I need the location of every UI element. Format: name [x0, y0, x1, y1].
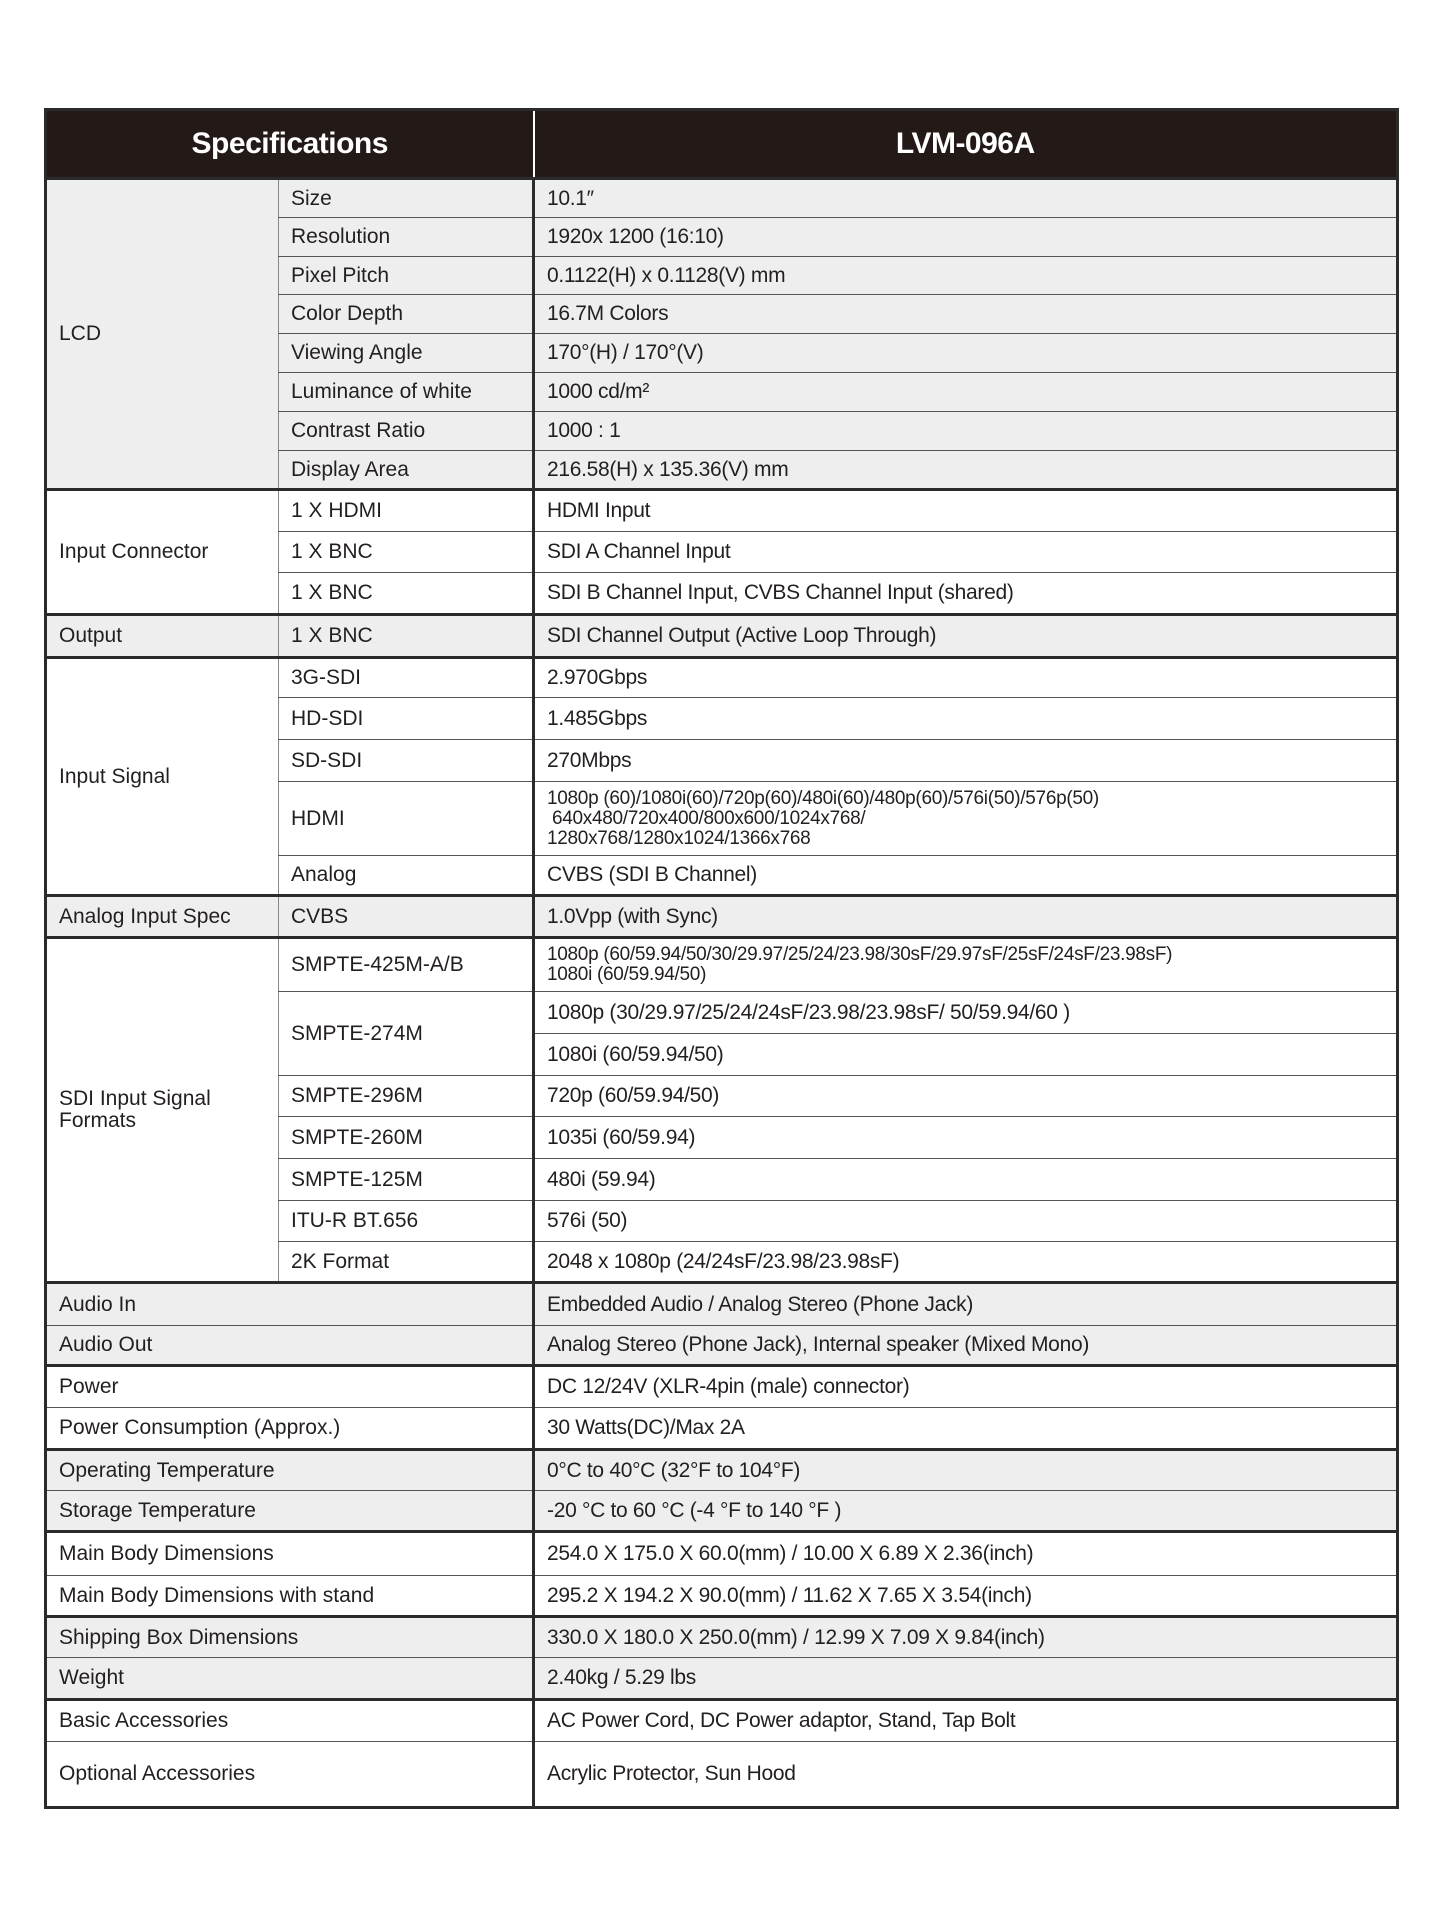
table-row	[46, 1366, 1398, 1408]
category-label: Analog Input Spec	[46, 896, 279, 938]
spec-label: SMPTE-274M	[279, 992, 534, 1076]
table-header-row	[46, 110, 1398, 179]
spec-value: 1.0Vpp (with Sync)	[534, 896, 1398, 938]
spec-value: 480i (59.94)	[534, 1159, 1398, 1201]
table-row	[46, 490, 1398, 532]
spec-value: 170°(H) / 170°(V)	[534, 334, 1398, 373]
section-input-connector	[46, 490, 1398, 615]
spec-value: 2.970Gbps	[534, 658, 1398, 698]
table-row	[46, 1617, 1398, 1658]
spec-value: SDI B Channel Input, CVBS Channel Input (shared)	[534, 573, 1398, 615]
spec-value: 30 Watts(DC)/Max 2A	[534, 1408, 1398, 1450]
section-analog-input-spec	[46, 896, 1398, 938]
table-row	[46, 1532, 1398, 1576]
spec-label: Main Body Dimensions with stand	[46, 1576, 534, 1617]
spec-label: 3G-SDI	[279, 658, 534, 698]
spec-label: SMPTE-125M	[279, 1159, 534, 1201]
header-model: LVM-096A	[534, 110, 1398, 179]
spec-label: Storage Temperature	[46, 1491, 534, 1532]
spec-label: 1 X BNC	[279, 573, 534, 615]
spec-label: SMPTE-296M	[279, 1076, 534, 1117]
spec-label: Size	[279, 179, 534, 218]
spec-label: CVBS	[279, 896, 534, 938]
spec-value: 16.7M Colors	[534, 295, 1398, 334]
category-line: Formats	[59, 1109, 137, 1132]
table-row	[46, 1283, 1398, 1326]
spec-label: Optional Accessories	[46, 1742, 534, 1808]
spec-label: Resolution	[279, 218, 534, 257]
spec-value: 330.0 X 180.0 X 250.0(mm) / 12.99 X 7.09 X 9.84(inch)	[534, 1617, 1398, 1658]
spec-value: Analog Stereo (Phone Jack), Internal speaker (Mixed Mono)	[534, 1326, 1398, 1366]
spec-value: SDI A Channel Input	[534, 532, 1398, 573]
table-row	[46, 1408, 1398, 1450]
table-row	[46, 1576, 1398, 1617]
table-row	[46, 1326, 1398, 1366]
spec-value: SDI Channel Output (Active Loop Through)	[534, 615, 1398, 658]
value-line: 1080i (60/59.94/50)	[547, 964, 707, 985]
spec-value: 0.1122(H) x 0.1128(V) mm	[534, 257, 1398, 295]
spec-label: Power Consumption (Approx.)	[46, 1408, 534, 1450]
section-input-signal	[46, 658, 1398, 896]
table-row	[46, 658, 1398, 698]
spec-label: Luminance of white	[279, 373, 534, 412]
spec-value: -20 °C to 60 °C (-4 °F to 140 °F )	[534, 1491, 1398, 1532]
section-sdi-formats	[46, 938, 1398, 1283]
spec-label: Operating Temperature	[46, 1450, 534, 1491]
spec-label: SMPTE-425M-A/B	[279, 938, 534, 992]
spec-value: 216.58(H) x 135.36(V) mm	[534, 451, 1398, 490]
table-row	[46, 1742, 1398, 1808]
spec-label: Color Depth	[279, 295, 534, 334]
spec-label: Weight	[46, 1658, 534, 1700]
spec-label: Power	[46, 1366, 534, 1408]
table-row	[46, 1700, 1398, 1742]
spec-label: Basic Accessories	[46, 1700, 534, 1742]
value-line: 1080p (60)/1080i(60)/720p(60)/480i(60)/480p(60)/576i(50)/576p(50)	[547, 787, 1099, 809]
spec-value: DC 12/24V (XLR-4pin (male) connector)	[534, 1366, 1398, 1408]
section-lcd	[46, 179, 1398, 490]
section-output	[46, 615, 1398, 658]
table-row	[46, 896, 1398, 938]
table-row	[46, 938, 1398, 992]
category-label: Input Signal	[46, 658, 279, 896]
table-row	[46, 1658, 1398, 1700]
spec-value: 576i (50)	[534, 1201, 1398, 1242]
value-line: 1280x768/1280x1024/1366x768	[547, 827, 811, 849]
spec-value: 720p (60/59.94/50)	[534, 1076, 1398, 1117]
section-dimensions	[46, 1532, 1398, 1617]
spec-value: 1000 cd/m²	[534, 373, 1398, 412]
section-accessories	[46, 1700, 1398, 1808]
table-row	[46, 1450, 1398, 1491]
spec-value: 0°C to 40°C (32°F to 104°F)	[534, 1450, 1398, 1491]
spec-value: AC Power Cord, DC Power adaptor, Stand, Tap Bolt	[534, 1700, 1398, 1742]
spec-value-multiline	[534, 782, 1398, 856]
spec-value-multiline	[534, 938, 1398, 992]
spec-value: Embedded Audio / Analog Stereo (Phone Jack)	[534, 1283, 1398, 1326]
spec-value: 2.40kg / 5.29 lbs	[534, 1658, 1398, 1700]
spec-label: HDMI	[279, 782, 534, 856]
spec-value: CVBS (SDI B Channel)	[534, 856, 1398, 896]
spec-value: 1000 : 1	[534, 412, 1398, 451]
spec-value: Acrylic Protector, Sun Hood	[534, 1742, 1398, 1808]
spec-label: SMPTE-260M	[279, 1117, 534, 1159]
section-audio	[46, 1283, 1398, 1366]
spec-label: Main Body Dimensions	[46, 1532, 534, 1576]
spec-label: Viewing Angle	[279, 334, 534, 373]
category-label: Output	[46, 615, 279, 658]
category-label	[46, 938, 279, 1283]
table-row	[46, 179, 1398, 218]
spec-value: HDMI Input	[534, 490, 1398, 532]
spec-label: HD-SDI	[279, 698, 534, 740]
spec-label: 1 X HDMI	[279, 490, 534, 532]
spec-label: Shipping Box Dimensions	[46, 1617, 534, 1658]
spec-value: 10.1″	[534, 179, 1398, 218]
spec-value: 1035i (60/59.94)	[534, 1117, 1398, 1159]
category-line: SDI Input Signal	[59, 1087, 211, 1110]
spec-label: Analog	[279, 856, 534, 896]
spec-label: SD-SDI	[279, 740, 534, 782]
section-temperature	[46, 1450, 1398, 1532]
spec-label: Display Area	[279, 451, 534, 490]
spec-value: 295.2 X 194.2 X 90.0(mm) / 11.62 X 7.65 X 3.54(inch)	[534, 1576, 1398, 1617]
spec-value: 270Mbps	[534, 740, 1398, 782]
spec-label: Pixel Pitch	[279, 257, 534, 295]
spec-label: Audio In	[46, 1283, 534, 1326]
category-label: LCD	[46, 179, 279, 490]
section-shipping-weight	[46, 1617, 1398, 1700]
spec-label: Audio Out	[46, 1326, 534, 1366]
table-row	[46, 615, 1398, 658]
section-power	[46, 1366, 1398, 1450]
spec-label: ITU-R BT.656	[279, 1201, 534, 1242]
value-line: 1080p (60/59.94/50/30/29.97/25/24/23.98/30sF/29.97sF/25sF/24sF/23.98sF)	[547, 944, 1173, 965]
spec-value: 254.0 X 175.0 X 60.0(mm) / 10.00 X 6.89 X 2.36(inch)	[534, 1532, 1398, 1576]
specifications-table	[44, 108, 1399, 1809]
spec-value: 1.485Gbps	[534, 698, 1398, 740]
spec-value: 1080i (60/59.94/50)	[534, 1034, 1398, 1076]
spec-value: 1080p (30/29.97/25/24/24sF/23.98/23.98sF/ 50/59.94/60 )	[534, 992, 1398, 1034]
category-label: Input Connector	[46, 490, 279, 615]
spec-value: 1920x 1200 (16:10)	[534, 218, 1398, 257]
spec-label: 1 X BNC	[279, 532, 534, 573]
spec-label: 1 X BNC	[279, 615, 534, 658]
header-specifications: Specifications	[46, 110, 534, 179]
table-row	[46, 1491, 1398, 1532]
spec-value: 2048 x 1080p (24/24sF/23.98/23.98sF)	[534, 1242, 1398, 1283]
value-line: 640x480/720x400/800x600/1024x768/	[547, 807, 866, 829]
spec-label: 2K Format	[279, 1242, 534, 1283]
spec-label: Contrast Ratio	[279, 412, 534, 451]
